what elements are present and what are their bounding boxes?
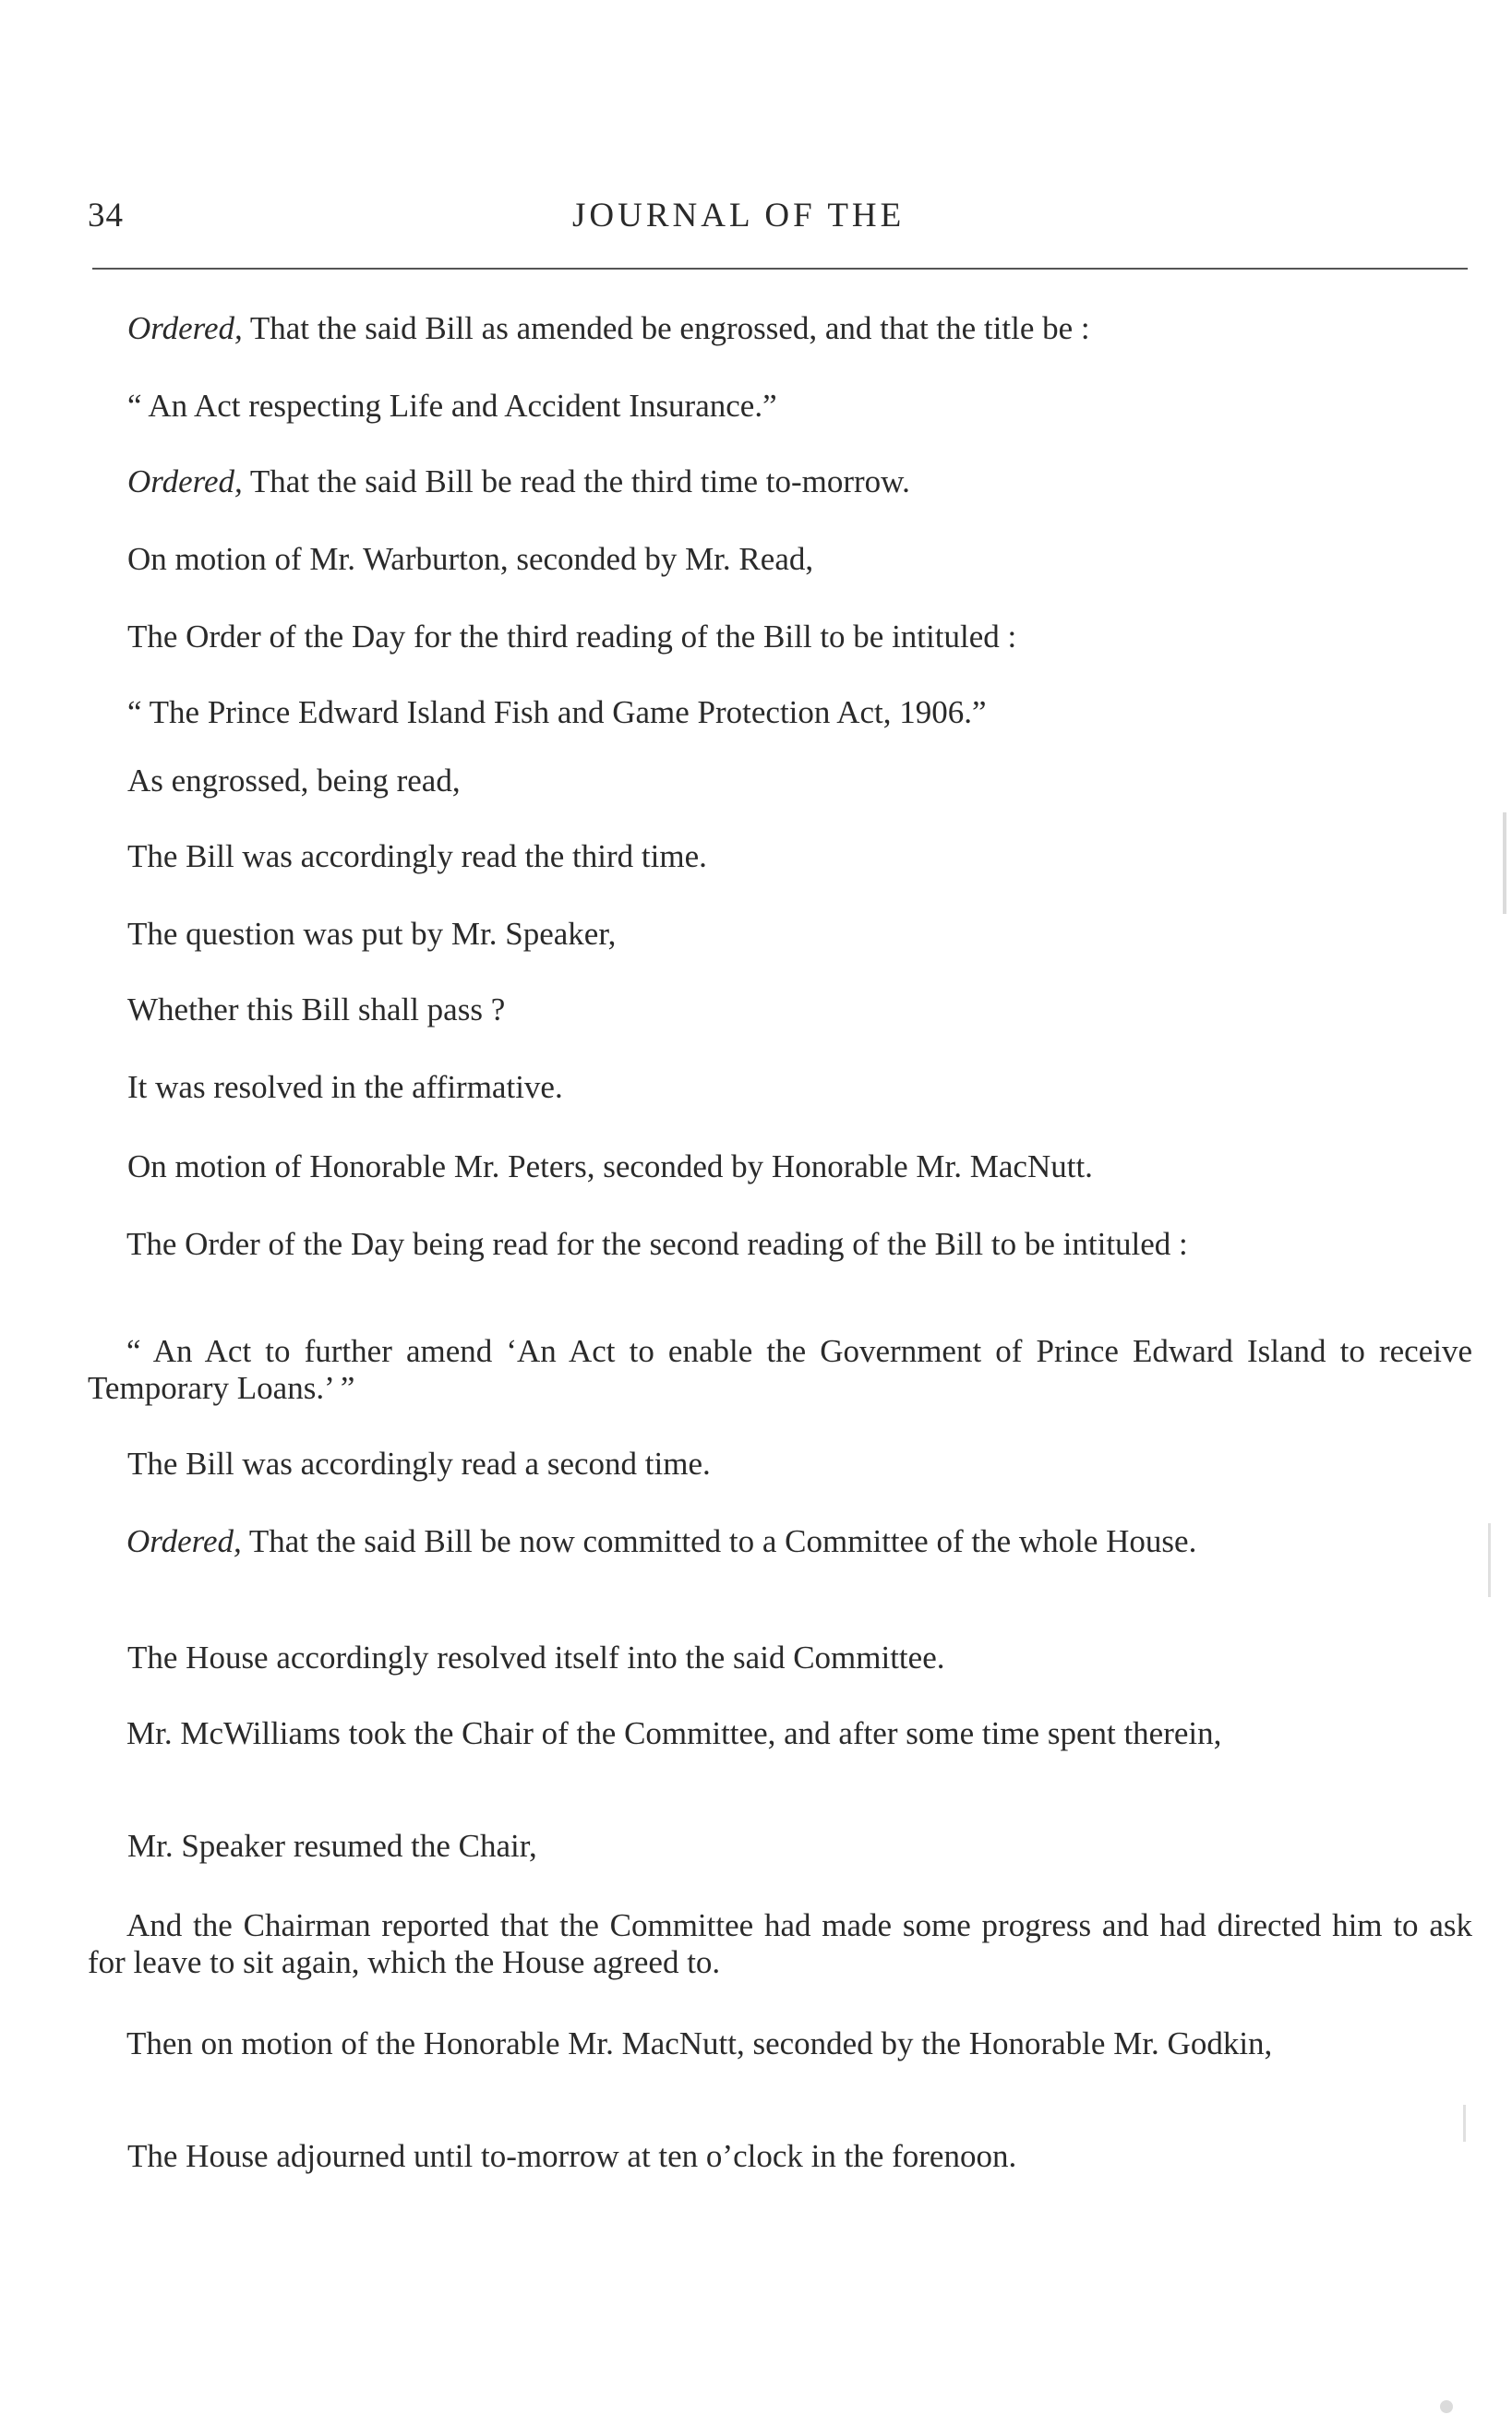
paragraph-as-engrossed: As engrossed, being read, <box>127 763 461 799</box>
paragraph-text: That the said Bill as amended be engrossed, and that the title be : <box>242 310 1090 346</box>
paragraph-temporary-loans-act <box>88 1333 1472 1407</box>
italic-lead: Ordered, <box>127 310 243 346</box>
paragraph-motion-warburton: On motion of Mr. Warburton, seconded by Mr. Read, <box>127 541 814 577</box>
page-number: 34 <box>88 197 124 234</box>
paragraph-mcwilliams-chair <box>88 1715 1472 1752</box>
scan-edge-mark <box>1503 812 1506 914</box>
paragraph-text: And the Chairman reported that the Committee had made some progress and had directed him to ask for leave to sit again, which the House agreed to. <box>88 1907 1472 1980</box>
paragraph-house-resolved-committee: The House accordingly resolved itself into the said Committee. <box>127 1640 945 1676</box>
scan-edge-mark <box>1463 2105 1466 2142</box>
paragraph-motion-macnutt <box>88 2025 1472 2062</box>
paragraph-chairman-reported <box>88 1907 1472 1981</box>
paragraph-ordered-third-reading <box>127 463 910 500</box>
paragraph-text: That the said Bill be now committed to a Committee of the whole House. <box>241 1523 1197 1559</box>
paragraph-read-second-time: The Bill was accordingly read a second time. <box>127 1446 711 1482</box>
page-header <box>88 196 1472 247</box>
paragraph-ordered-committed <box>88 1523 1472 1560</box>
paragraph-text: The Order of the Day being read for the second reading of the Bill to be intituled : <box>126 1226 1188 1262</box>
paragraph-bill-read-third: The Bill was accordingly read the third time. <box>127 838 707 874</box>
paragraph-text: Then on motion of the Honorable Mr. MacNutt, seconded by the Honorable Mr. Godkin, <box>126 2025 1273 2061</box>
paragraph-whether-pass: Whether this Bill shall pass ? <box>127 991 506 1027</box>
paragraph-motion-peters: On motion of Honorable Mr. Peters, seconded by Honorable Mr. MacNutt. <box>127 1148 1093 1184</box>
paragraph-second-reading-order <box>88 1226 1472 1263</box>
paragraph-fish-game-act: “ The Prince Edward Island Fish and Game Protection Act, 1906.” <box>127 694 987 730</box>
paragraph-order-of-day: The Order of the Day for the third reading of the Bill to be intituled : <box>127 619 1017 655</box>
paragraph-ordered-engrossed <box>127 310 1090 347</box>
paragraph-text: That the said Bill be read the third time to-morrow. <box>242 463 910 499</box>
paragraph-house-adjourned: The House adjourned until to-morrow at ten o’clock in the forenoon. <box>127 2138 1017 2174</box>
scan-speck <box>1440 2400 1453 2413</box>
running-head: JOURNAL OF THE <box>572 197 906 234</box>
scan-edge-mark <box>1488 1523 1491 1597</box>
paragraph-resolved-affirmative: It was resolved in the affirmative. <box>127 1069 563 1105</box>
paragraph-act-title: “ An Act respecting Life and Accident Insurance.” <box>127 388 777 424</box>
header-rule <box>92 268 1468 270</box>
paragraph-speaker-resumed: Mr. Speaker resumed the Chair, <box>127 1828 537 1864</box>
paragraph-text: “ An Act to further amend ‘An Act to enable the Government of Prince Edward Island to receive Temporary Loans.’ ” <box>88 1333 1472 1406</box>
italic-lead: Ordered, <box>126 1523 242 1559</box>
paragraph-text: Mr. McWilliams took the Chair of the Committee, and after some time spent therein, <box>126 1715 1222 1751</box>
italic-lead: Ordered, <box>127 463 243 499</box>
paragraph-question-put: The question was put by Mr. Speaker, <box>127 916 617 952</box>
